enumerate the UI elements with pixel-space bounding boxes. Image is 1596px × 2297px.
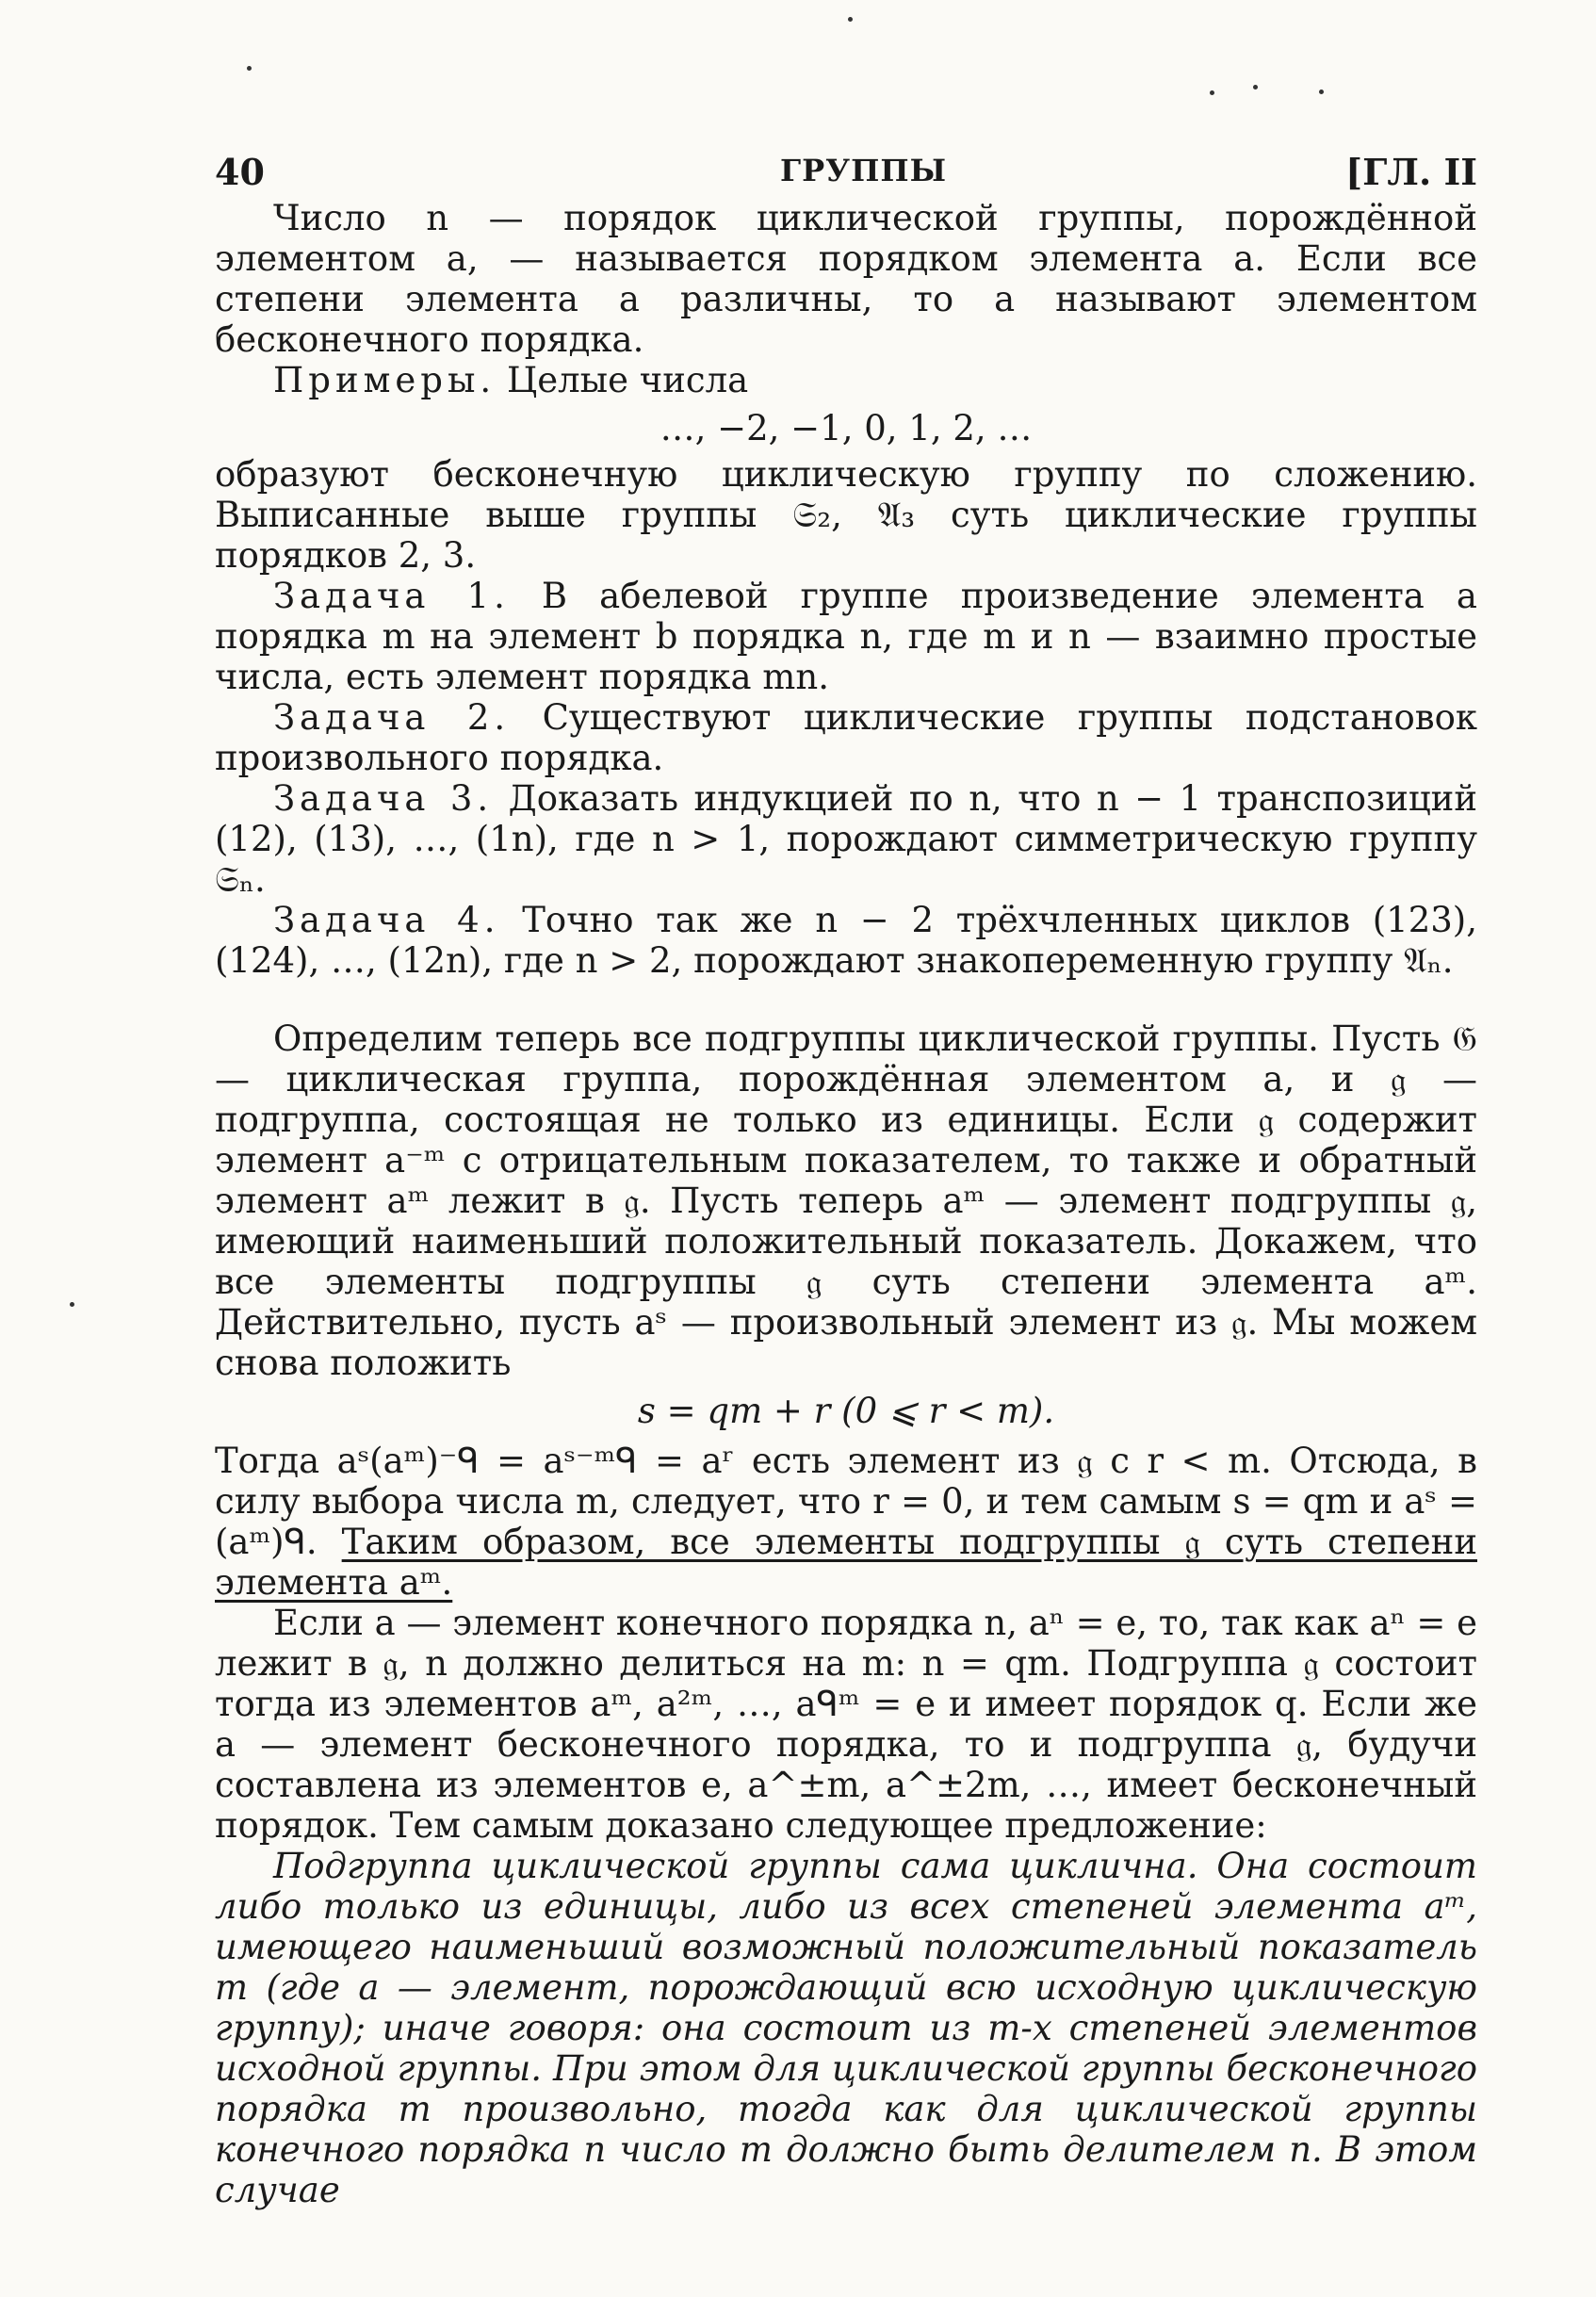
task-4-label: Задача 4. <box>273 900 500 940</box>
page-body <box>215 198 1477 2210</box>
task-2-label: Задача 2. <box>273 697 511 738</box>
paragraph-finite-order: Если a — элемент конечного порядка n, aⁿ = e, то, так как aⁿ = e лежит в 𝔤, n должно делиться на m: n = qm. Подгруппа 𝔤 состоит тогда из элементов aᵐ, a²ᵐ, …, aᑫᵐ = e и имеет порядок q. Если же a — элемент бесконечного порядка, то и подгруппа 𝔤, будучи составлена из элементов e, a^±m, a^±2m, …, имеет бесконечный порядок. Тем самым доказано следующее предложение: <box>215 1603 1477 1846</box>
speck <box>70 1302 74 1307</box>
speck <box>247 66 252 71</box>
task-1 <box>215 576 1477 697</box>
task-3-text: Доказать индукцией по n, что n − 1 транспозиций (12), (13), …, (1n), где n > 1, порождают симметрическую группу 𝔖ₙ. <box>215 778 1477 900</box>
equation-integers: …, −2, −1, 0, 1, 2, … <box>660 408 1033 448</box>
section-gap <box>215 981 1477 1018</box>
conclusion-text: Тогда aˢ(aᵐ)⁻ᑫ = aˢ⁻ᵐᑫ = aʳ есть элемент из 𝔤 с r < m. Отсюда, в силу выбора числа m, следует, что r = 0, и тем самым s = qm и aˢ = (aᵐ)ᑫ. <box>215 1441 1477 1562</box>
paragraph-examples <box>215 360 1477 400</box>
speck <box>1319 90 1324 94</box>
task-2 <box>215 697 1477 778</box>
task-3-label: Задача 3. <box>273 778 494 819</box>
running-title: ГРУППЫ <box>780 153 948 188</box>
examples-text: Целые числа <box>506 360 749 400</box>
task-4 <box>215 900 1477 981</box>
paragraph-conclusion <box>215 1441 1477 1603</box>
task-2-text: Существуют циклические группы подстановок произвольного порядка. <box>215 697 1477 778</box>
speck <box>1253 85 1258 90</box>
speck <box>1210 90 1214 95</box>
equation-division: s = qm + r (0 ⩽ r < m). <box>637 1391 1055 1431</box>
page-number: 40 <box>215 151 265 193</box>
paragraph-subgroups: Определим теперь все подгруппы циклической группы. Пусть 𝔊 — циклическая группа, порождённая элементом a, и 𝔤 — подгруппа, состоящая не только из единицы. Если 𝔤 содержит элемент a⁻ᵐ с отрицательным показателем, то также и обратный элемент aᵐ лежит в 𝔤. Пусть теперь aᵐ — элемент подгруппы 𝔤, имеющий наименьший положительный показатель. Докажем, что все элементы подгруппы 𝔤 суть степени элемента aᵐ. Действительно, пусть aˢ — произвольный элемент из 𝔤. Мы можем снова положить <box>215 1018 1477 1383</box>
theorem-subgroup-cyclic: Подгруппа циклической группы сама циклична. Она состоит либо только из единицы, либо из всех степеней элемента aᵐ, имеющего наименьший возможный положительный показатель m (где a — элемент, порождающий всю исходную циклическую группу); иначе говоря: она состоит из m-х степеней элементов исходной группы. При этом для циклической группы бесконечного порядка m произвольно, тогда как для циклической группы конечного порядка n число m должно быть делителем n. В этом случае <box>215 1846 1477 2210</box>
page-header <box>215 141 1477 198</box>
book-page <box>215 141 1477 2210</box>
paragraph-order-definition: Число n — порядок циклической группы, порождённой элементом a, — называется порядком элемента a. Если все степени элемента a различны, то a называют элементом бесконечного порядка. <box>215 198 1477 360</box>
paragraph-cyclic-addition: образуют бесконечную циклическую группу по сложению. Выписанные выше группы 𝔖₂, 𝔄₃ суть циклические группы порядков 2, 3. <box>215 454 1477 576</box>
task-1-text: В абелевой группе произведение элемента a порядка m на элемент b порядка n, где m и n — взаимно простые числа, есть элемент порядка mn. <box>215 576 1477 697</box>
speck <box>848 17 853 22</box>
chapter-label: [ГЛ. II <box>1345 151 1477 193</box>
task-4-text: Точно так же n − 2 трёхчленных циклов (123), (124), …, (12n), где n > 2, порождают знакопеременную группу 𝔄ₙ. <box>215 900 1478 981</box>
underlined-conclusion: Таким образом, все элементы подгруппы 𝔤 суть степени элемента aᵐ. <box>215 1522 1477 1603</box>
examples-label: Примеры. <box>273 360 497 400</box>
task-3 <box>215 778 1477 900</box>
task-1-label: Задача 1. <box>273 576 510 616</box>
